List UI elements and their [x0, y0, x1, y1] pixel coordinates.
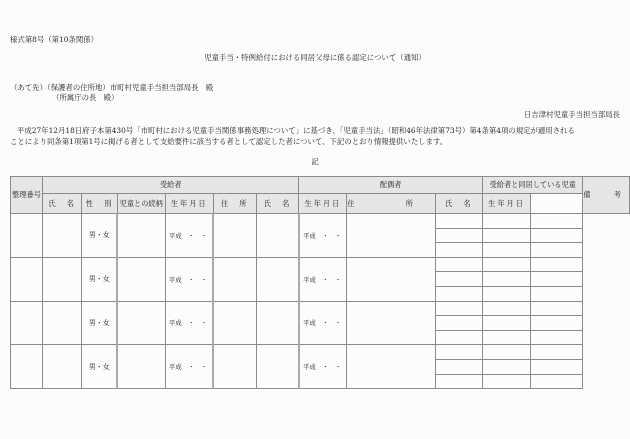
cell-child-dob[interactable]: [482, 359, 530, 374]
cell-remarks[interactable]: [531, 359, 583, 374]
ki-heading: 記: [311, 157, 319, 166]
cell-recipient-relation[interactable]: [117, 301, 165, 345]
cell-child-dob[interactable]: [482, 286, 530, 301]
cell-spouse-address[interactable]: [347, 214, 436, 258]
cell-recipient-name[interactable]: [43, 214, 82, 258]
subheader-spouse-address: 住 所: [347, 194, 436, 214]
cell-remarks[interactable]: [531, 214, 583, 229]
cell-serial-number[interactable]: [11, 301, 43, 345]
cell-recipient-address[interactable]: [213, 301, 256, 345]
table-row: [11, 345, 630, 360]
sender: 日吉津村児童手当担当部局長: [523, 110, 620, 119]
cell-remarks[interactable]: [531, 330, 583, 345]
cell-spouse-name[interactable]: [256, 214, 299, 258]
cell-child-dob[interactable]: [482, 316, 530, 331]
subheader-spouse-name: 氏 名: [256, 194, 299, 214]
cell-child-dob[interactable]: [482, 330, 530, 345]
subheader-child-dob: 生年月日: [482, 194, 530, 214]
body-text-line-2: ことにより同条第1項第1号に掲げる者として支給要件に該当する者として認定した者について、下記のとおり情報提供いたします。: [10, 137, 448, 146]
cell-child-name[interactable]: [435, 243, 482, 258]
subheader-recipient-relation: 児童との続柄: [117, 194, 165, 214]
subheader-spouse-dob: 生年月日: [299, 194, 347, 214]
cell-recipient-address[interactable]: [213, 257, 256, 301]
cell-spouse-address[interactable]: [347, 257, 436, 301]
cell-child-name[interactable]: [435, 214, 482, 229]
cell-spouse-name[interactable]: [256, 345, 299, 389]
cell-recipient-sex[interactable]: 男・女: [82, 301, 117, 345]
cell-recipient-sex[interactable]: 男・女: [82, 257, 117, 301]
cell-spouse-name[interactable]: [256, 301, 299, 345]
cell-remarks[interactable]: [531, 272, 583, 287]
subheader-child-name: 氏 名: [435, 194, 482, 214]
cell-remarks[interactable]: [531, 345, 583, 360]
header-spouse: 配偶者: [299, 177, 483, 194]
cell-recipient-relation[interactable]: [117, 345, 165, 389]
cell-serial-number[interactable]: [11, 345, 43, 389]
cell-child-name[interactable]: [435, 272, 482, 287]
cell-recipient-dob[interactable]: 平成 ・ ・: [165, 257, 213, 301]
cell-child-name[interactable]: [435, 374, 482, 389]
cell-recipient-sex[interactable]: 男・女: [82, 345, 117, 389]
cell-remarks[interactable]: [531, 228, 583, 243]
cell-child-name[interactable]: [435, 301, 482, 316]
document-title: 児童手当・特例給付における同居父母に係る認定について（通知）: [204, 53, 426, 62]
addressee-line-1: （あて先）（保護者の住所地）市町村児童手当担当部局長 殿: [10, 83, 214, 92]
subheader-recipient-address: 住 所: [213, 194, 256, 214]
cell-serial-number[interactable]: [11, 257, 43, 301]
cell-recipient-address[interactable]: [213, 345, 256, 389]
cell-recipient-name[interactable]: [43, 345, 82, 389]
cell-recipient-relation[interactable]: [117, 257, 165, 301]
cell-recipient-name[interactable]: [43, 301, 82, 345]
cell-spouse-dob[interactable]: 平成 ・ ・: [299, 301, 347, 345]
table-row: [11, 301, 630, 316]
cell-child-name[interactable]: [435, 359, 482, 374]
cell-spouse-name[interactable]: [256, 257, 299, 301]
header-serial-number: 整理番号: [11, 177, 43, 214]
cell-spouse-dob[interactable]: 平成 ・ ・: [299, 257, 347, 301]
cell-child-dob[interactable]: [482, 301, 530, 316]
cell-child-dob[interactable]: [482, 374, 530, 389]
cell-recipient-sex[interactable]: 男・女: [82, 214, 117, 258]
cell-remarks[interactable]: [531, 257, 583, 272]
cell-remarks[interactable]: [531, 243, 583, 258]
cell-recipient-dob[interactable]: 平成 ・ ・: [165, 345, 213, 389]
cell-child-dob[interactable]: [482, 228, 530, 243]
table-row: [11, 214, 630, 229]
cell-child-name[interactable]: [435, 316, 482, 331]
cell-child-name[interactable]: [435, 228, 482, 243]
cell-remarks[interactable]: [531, 301, 583, 316]
cell-spouse-dob[interactable]: 平成 ・ ・: [299, 214, 347, 258]
subheader-recipient-name: 氏 名: [43, 194, 82, 214]
cell-child-dob[interactable]: [482, 214, 530, 229]
cell-child-dob[interactable]: [482, 257, 530, 272]
cell-child-name[interactable]: [435, 330, 482, 345]
cell-child-name[interactable]: [435, 345, 482, 360]
header-cohabiting-children: 受給者と同居している児童: [482, 177, 582, 194]
cell-child-dob[interactable]: [482, 345, 530, 360]
cell-serial-number[interactable]: [11, 214, 43, 258]
cell-spouse-address[interactable]: [347, 301, 436, 345]
cell-recipient-relation[interactable]: [117, 214, 165, 258]
cell-recipient-address[interactable]: [213, 214, 256, 258]
addressee-line-2: （所属庁の長 殿）: [52, 93, 119, 102]
cell-recipient-name[interactable]: [43, 257, 82, 301]
cell-child-dob[interactable]: [482, 243, 530, 258]
header-recipient: 受給者: [43, 177, 299, 194]
cell-child-name[interactable]: [435, 257, 482, 272]
cell-remarks[interactable]: [531, 316, 583, 331]
cell-child-dob[interactable]: [482, 272, 530, 287]
cell-remarks[interactable]: [531, 374, 583, 389]
cell-recipient-dob[interactable]: 平成 ・ ・: [165, 214, 213, 258]
header-remarks: 備 考: [583, 177, 630, 214]
body-text-line-1: 平成27年12月18日府子本第430号「市町村における児童手当関係事務処理について」に基づき、「児童手当法」（昭和46年法律第73号）第4条第4項の規定が適用される: [17, 126, 575, 135]
cell-recipient-dob[interactable]: 平成 ・ ・: [165, 301, 213, 345]
cell-remarks[interactable]: [531, 286, 583, 301]
cell-child-name[interactable]: [435, 286, 482, 301]
form-number: 様式第8号（第10条関係）: [10, 35, 99, 44]
subheader-recipient-sex: 性 別: [82, 194, 117, 214]
cell-spouse-dob[interactable]: 平成 ・ ・: [299, 345, 347, 389]
table-row: [11, 257, 630, 272]
subheader-recipient-dob: 生年月日: [165, 194, 213, 214]
cell-spouse-address[interactable]: [347, 345, 436, 389]
information-table: [10, 176, 630, 389]
